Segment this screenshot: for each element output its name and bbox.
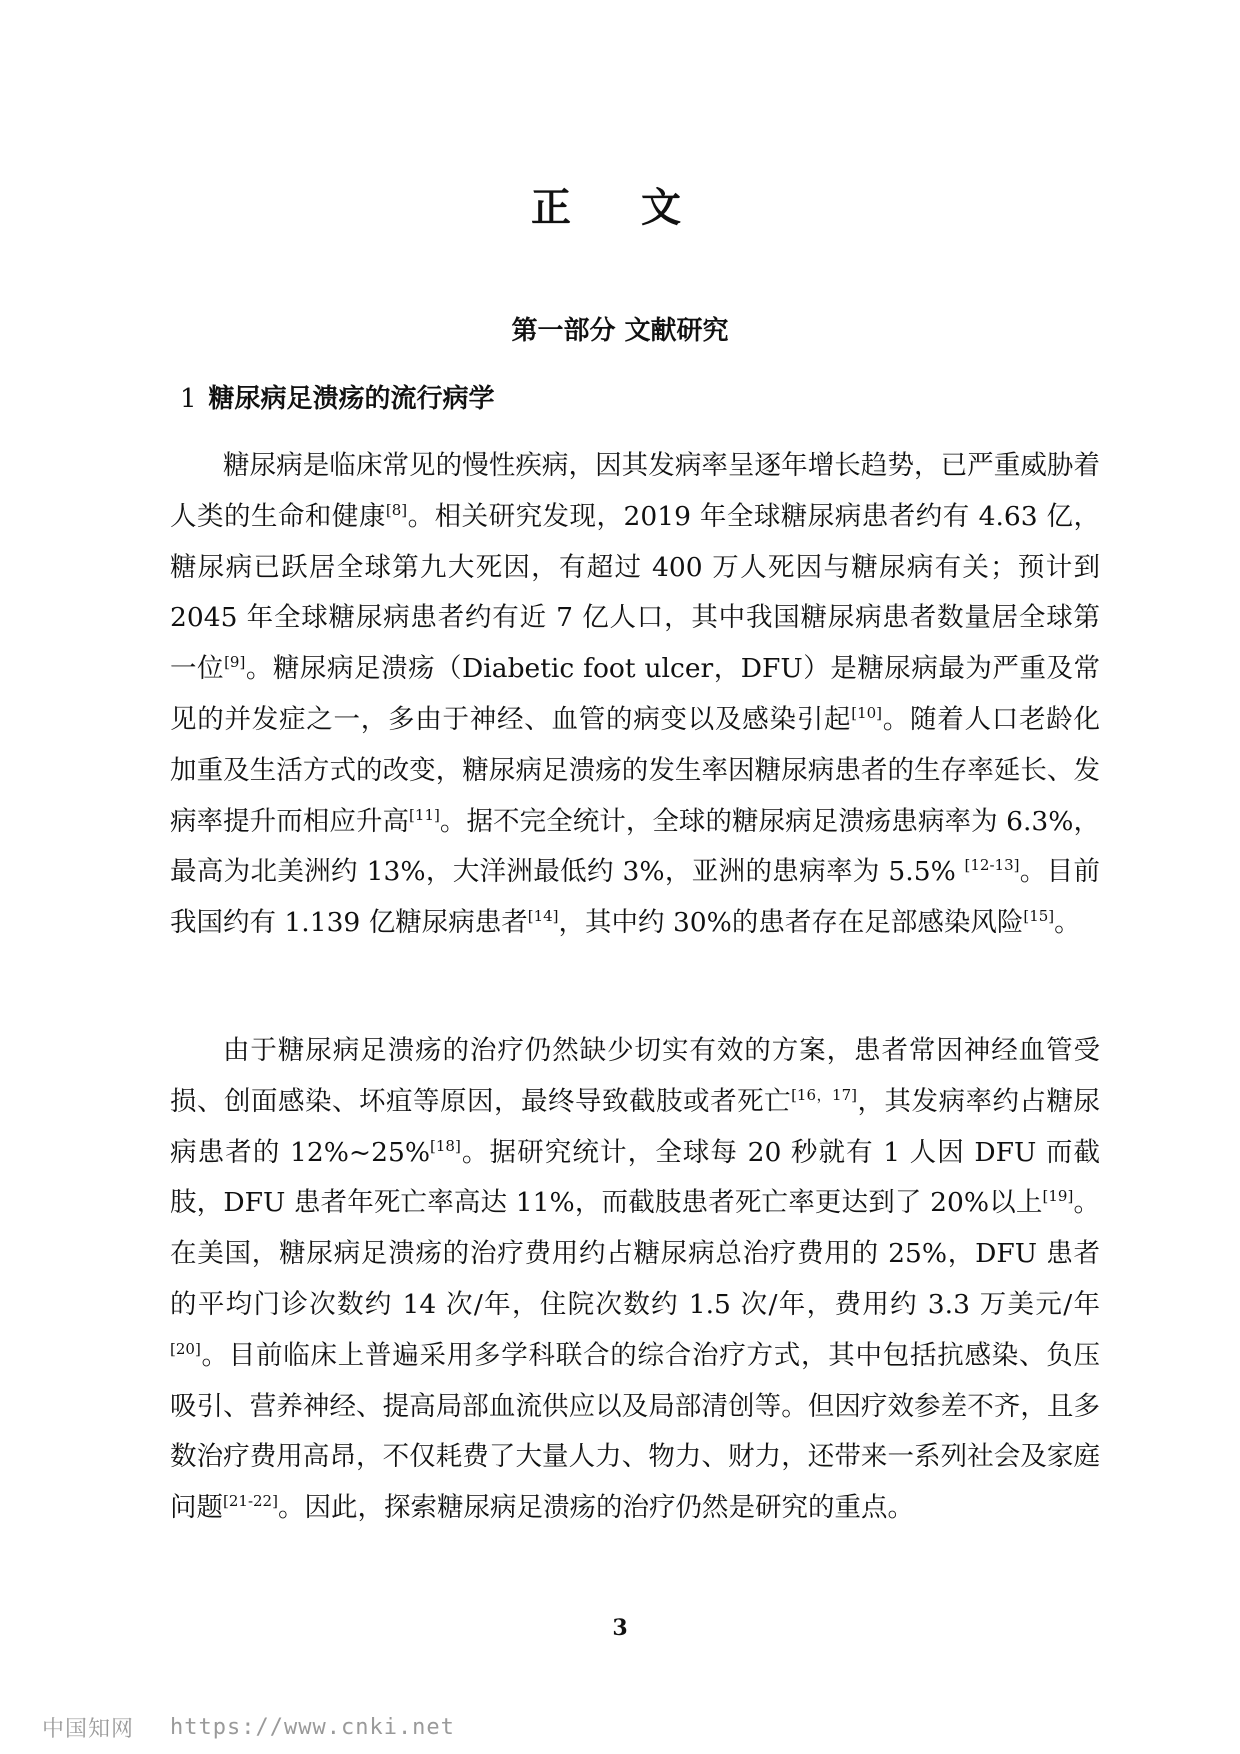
citation: [12-13] [964,856,1020,875]
citation: [21-22] [223,1492,278,1511]
section-number: 1 [180,384,197,414]
citation: [15] [1023,907,1055,926]
citation: [18] [430,1136,461,1155]
page-title: 正 文 [531,185,709,231]
citation: [10] [851,704,883,723]
part-title: 第一部分 文献研究 [511,316,729,346]
section-heading [180,378,495,415]
watermark [42,1712,455,1743]
citation: [19] [1042,1187,1074,1206]
citation: [8] [385,500,408,519]
citation: [20] [170,1339,201,1358]
citation: [9] [224,653,246,672]
paragraph-2: 由于糖尿病足溃疡的治疗仍然缺少切实有效的方案，患者常因神经血管受损、创面感染、坏疽等原因，最终导致截肢或者死亡[16，17]，其发病率约占糖尿病患者的 12%~25%[18]。据研究统计，全球每 20 秒就有 1 人因 DFU 而截肢，DFU 患者年死亡率高达 11%，而截肢患者死亡率更达到了 20%以上[19]。在美国，糖尿病足溃疡的治疗费用约占糖尿病总治疗费用的 25%，DFU 患者的平均门诊次数约 14 次/年，住院次数约 1.5 次/年，费用约 3.3 万美元/年[20]。目前临床上普遍采用多学科联合的综合治疗方式，其中包括抗感染、负压吸引、营养神经、提高局部血流供应以及局部清创等。但因疗效参差不齐，且多数治疗费用高昂，不仅耗费了大量人力、物力、财力，还带来一系列社会及家庭问题[21-22]。因此，探索糖尿病足溃疡的治疗仍然是研究的重点。 [170,1035,1100,1524]
section-title: 糖尿病足溃疡的流行病学 [208,384,495,414]
citation: [14] [527,907,559,926]
citation: [11] [409,805,440,824]
citation: [16，17] [791,1085,857,1104]
page-number: 3 [612,1615,628,1641]
watermark-url: https://www.cnki.net [170,1715,455,1740]
paragraph-1: 糖尿病是临床常见的慢性疾病，因其发病率呈逐年增长趋势，已严重威胁着人类的生命和健康[8]。相关研究发现，2019 年全球糖尿病患者约有 4.63 亿，糖尿病已跃居全球第九大死因，有超过 400 万人死因与糖尿病有关；预计到 2045 年全球糖尿病患者约有近 7 亿人口，其中我国糖尿病患者数量居全球第一位[9]。糖尿病足溃疡（Diabetic foot ulcer，DFU）是糖尿病最为严重及常见的并发症之一，多由于神经、血管的病变以及感染引起[10]。随着人口老龄化加重及生活方式的改变，糖尿病足溃疡的发生率因糖尿病患者的生存率延长、发病率提升而相应升高[11]。据不完全统计，全球的糖尿病足溃疡患病率为 6.3%，最高为北美洲约 13%，大洋洲最低约 3%，亚洲的患病率为 5.5% [12-13]。目前我国约有 1.139 亿糖尿病患者[14]，其中约 30%的患者存在足部感染风险[15]。 [170,450,1101,939]
watermark-brand: 中国知网 [42,1717,135,1742]
